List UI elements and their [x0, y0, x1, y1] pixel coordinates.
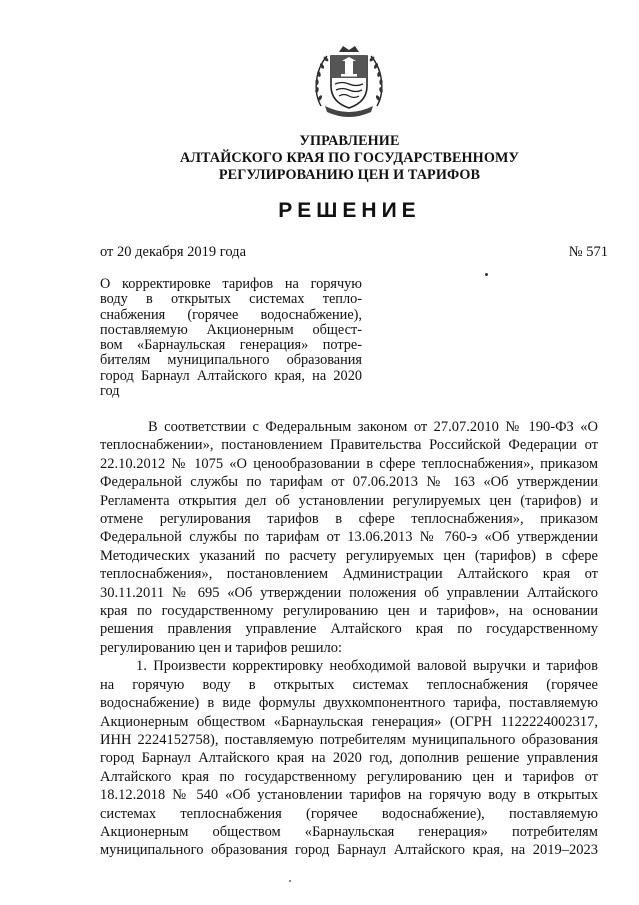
org-name-line-1: УПРАВЛЕНИЕ: [299, 133, 400, 149]
body-line: муниципального образования город Барнаул Алтайского края, на 2019–2023: [100, 842, 598, 859]
document-title: РЕШЕНИЕ: [278, 199, 421, 222]
subject-block: [100, 277, 362, 399]
body-text: [100, 418, 598, 860]
scan-speck: [289, 880, 291, 882]
body-line: Акционерным обществом «Барнаульская генерация» потребителям: [100, 823, 598, 840]
document-date: от 20 декабря 2019 года: [100, 244, 246, 260]
document-number: № 571: [568, 244, 608, 260]
body-line: системах теплоснабжения (горячее водоснабжение), поставляемую: [100, 805, 598, 822]
body-line: Федеральной службы по тарифам от 07.06.2013 № 163 «Об утверждении: [100, 474, 598, 491]
body-line: В соответствии с Федеральным законом от 27.07.2010 № 190-ФЗ «О: [148, 419, 598, 435]
body-line: края по государственному регулированию цен и тарифов», на основании: [100, 603, 598, 620]
body-line: Регламента открытия дел об установлении регулируемых цен (тарифов) и: [100, 492, 598, 509]
body-line: Алтайского края по государственному регулированию цен и тарифов от: [100, 768, 598, 785]
body-line: город Барнаул Алтайского края на 2020 год, дополнив решение управления: [100, 750, 598, 767]
body-line: теплоснабжении», постановлением Правительства Российской Федерации от: [100, 437, 598, 454]
body-line: 18.12.2018 № 540 «Об установлении тарифов на горячую воду в открытых: [100, 787, 598, 804]
subject-line: воду в открытых системах тепло-: [100, 291, 362, 308]
body-line: теплоснабжения», постановлением Администрации Алтайского края от: [100, 566, 598, 583]
body-line: Методических указаний по расчету регулируемых цен (тарифов) в сфере: [100, 547, 598, 564]
org-name-line-2: АЛТАЙСКОГО КРАЯ ПО ГОСУДАРСТВЕННОМУ: [180, 150, 519, 166]
subject-line: год: [100, 383, 120, 400]
body-line: на горячую воду в открытых системах теплоснабжения (горячее: [100, 676, 598, 693]
coat-of-arms-icon: [311, 44, 387, 122]
body-line: Федеральной службы по тарифам от 13.06.2013 № 760-э «Об утверждении: [100, 529, 598, 546]
body-line: Акционерным обществом «Барнаульская генерация» (ОГРН 1122224002317,: [100, 713, 598, 730]
subject-line: О корректировке тарифов на горячую: [100, 276, 362, 292]
scan-speck: [485, 273, 488, 276]
body-line: 1. Произвести корректировку необходимой валовой выручки и тарифов: [136, 658, 598, 675]
body-line: отмене регулирования тарифов в сфере теплоснабжения», приказом: [100, 511, 598, 528]
body-line: регулированию цен и тарифов решило:: [100, 639, 342, 656]
body-line: 22.10.2012 № 1075 «О ценообразовании в сфере теплоснабжения», приказом: [100, 455, 598, 472]
subject-line: вом «Барнаульская генерация» потре-: [100, 337, 362, 354]
org-name-line-3: РЕГУЛИРОВАНИЮ ЦЕН И ТАРИФОВ: [218, 167, 481, 183]
body-line: ИНН 2224152758), поставляемую потребителям муниципального образования: [100, 731, 598, 748]
subject-line: снабжения (горячее водоснабжение),: [100, 306, 362, 323]
subject-line: поставляемую Акционерным общест-: [100, 321, 362, 338]
subject-line: город Барнаул Алтайского края, на 2020: [100, 367, 362, 384]
body-line: решения правления управление Алтайского края по государственному: [100, 621, 598, 638]
subject-line: бителям муниципального образования: [100, 352, 362, 369]
body-line: 30.11.2011 № 695 «Об утверждении положения об управлении Алтайского: [100, 584, 598, 601]
body-line: водоснабжение) в виде формулы двухкомпонентного тарифа, поставляемую: [100, 695, 598, 712]
